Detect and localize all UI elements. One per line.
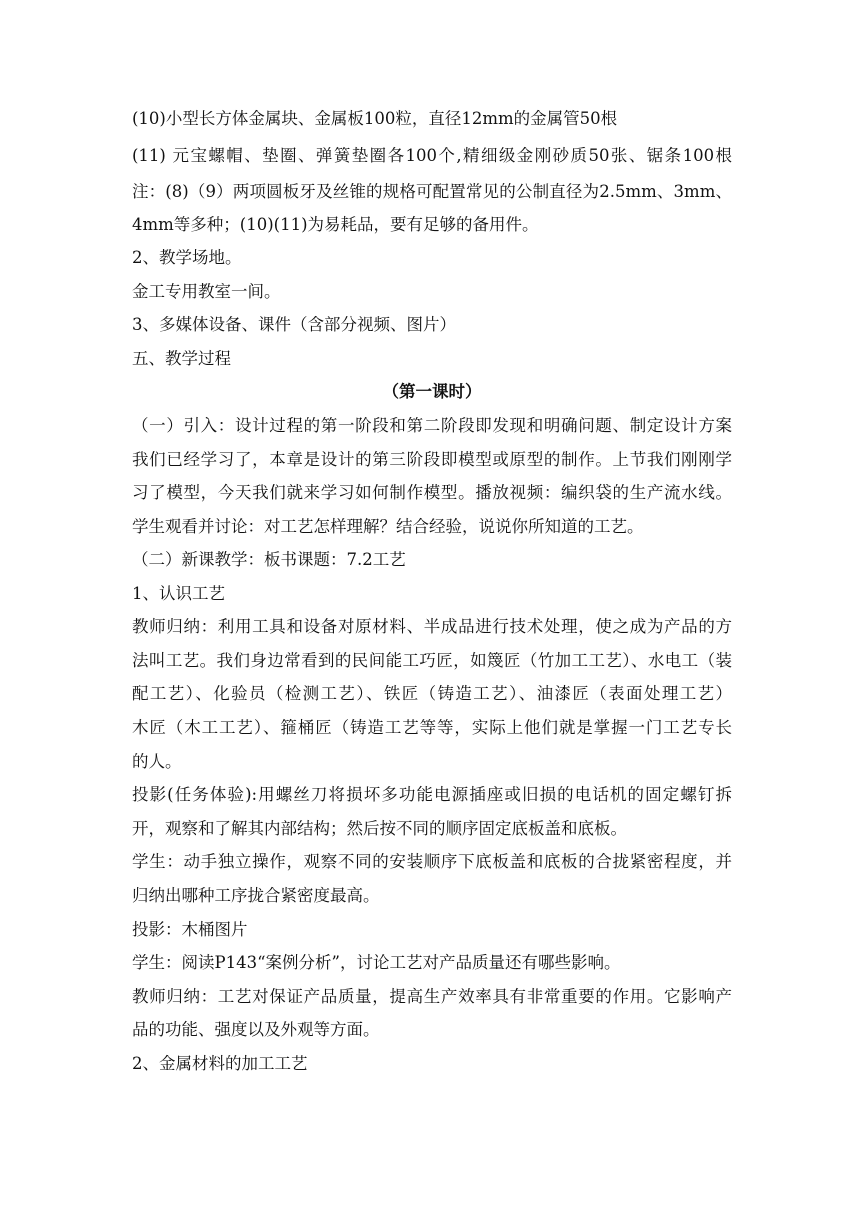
text-line: 归纳出哪种工序拢合紧密度最高。 xyxy=(132,886,380,905)
text-line: 配工艺）、化验员（检测工艺）、铁匠（铸造工艺）、油漆匠（表面处理工艺） xyxy=(132,684,732,703)
text-line: 我们已经学习了，本章是设计的第三阶段即模型或原型的制作。上节我们刚刚学 xyxy=(132,450,732,469)
section-heading: 五、教学过程 xyxy=(132,349,231,368)
text-line: 学生：动手独立操作，观察不同的安装顺序下底板盖和底板的合拢紧密程度，并 xyxy=(132,852,732,871)
text-line: 教师归纳：利用工具和设备对原材料、半成品进行技术处理，使之成为产品的方 xyxy=(132,617,732,636)
section-heading: （二）新课教学：板书课题：7.2工艺 xyxy=(132,550,406,569)
text-line: 习了模型，今天我们就来学习如何制作模型。播放视频：编织袋的生产流水线。 xyxy=(132,483,732,502)
text-line: 学生观看并讨论：对工艺怎样理解？结合经验，说说你所知道的工艺。 xyxy=(132,517,644,536)
text-line: 注：(8)（9）两项圆板牙及丝锥的规格可配置常见的公制直径为2.5mm、3mm、 xyxy=(132,182,732,201)
text-line: 的人。 xyxy=(132,752,182,771)
text-line: 法叫工艺。我们身边常看到的民间能工巧匠，如篾匠（竹加工工艺）、水电工（装 xyxy=(132,651,732,670)
text-line: (11) 元宝螺帽、垫圈、弹簧垫圈各100个,精细级金刚砂质50张、锯条100根 xyxy=(132,146,732,165)
text-line: 学生：阅读P143“案例分析”，讨论工艺对产品质量还有哪些影响。 xyxy=(132,953,621,972)
text-line: 教师归纳：工艺对保证产品质量，提高生产效率具有非常重要的作用。它影响产 xyxy=(132,987,732,1006)
text-line: 4mm等多种；(10)(11)为易耗品，要有足够的备用件。 xyxy=(132,215,539,234)
text-line: 投影：木桶图片 xyxy=(132,920,248,939)
text-line: 投影(任务体验):用螺丝刀将损坏多功能电源插座或旧损的电话机的固定螺钉拆 xyxy=(132,785,732,804)
text-line: (10)小型长方体金属块、金属板100粒，直径12mm的金属管50根 xyxy=(132,109,618,128)
section-heading: 2、教学场地。 xyxy=(132,248,242,267)
section-heading: 3、多媒体设备、课件（含部分视频、图片） xyxy=(132,315,456,334)
text-line: （一）引入：设计过程的第一阶段和第二阶段即发现和明确问题、制定设计方案 xyxy=(132,416,732,435)
text-line: 品的功能、强度以及外观等方面。 xyxy=(132,1020,380,1039)
text-line: 木匠（木工工艺）、箍桶匠（铸造工艺等等，实际上他们就是掌握一门工艺专长 xyxy=(132,718,732,737)
section-heading: 2、金属材料的加工工艺 xyxy=(132,1054,308,1073)
section-heading: 1、认识工艺 xyxy=(132,584,225,603)
lesson-heading: （第一课时） xyxy=(382,382,482,401)
text-line: 开，观察和了解其内部结构；然后按不同的顺序固定底板盖和底板。 xyxy=(132,819,627,838)
text-line: 金工专用教室一间。 xyxy=(132,282,281,301)
